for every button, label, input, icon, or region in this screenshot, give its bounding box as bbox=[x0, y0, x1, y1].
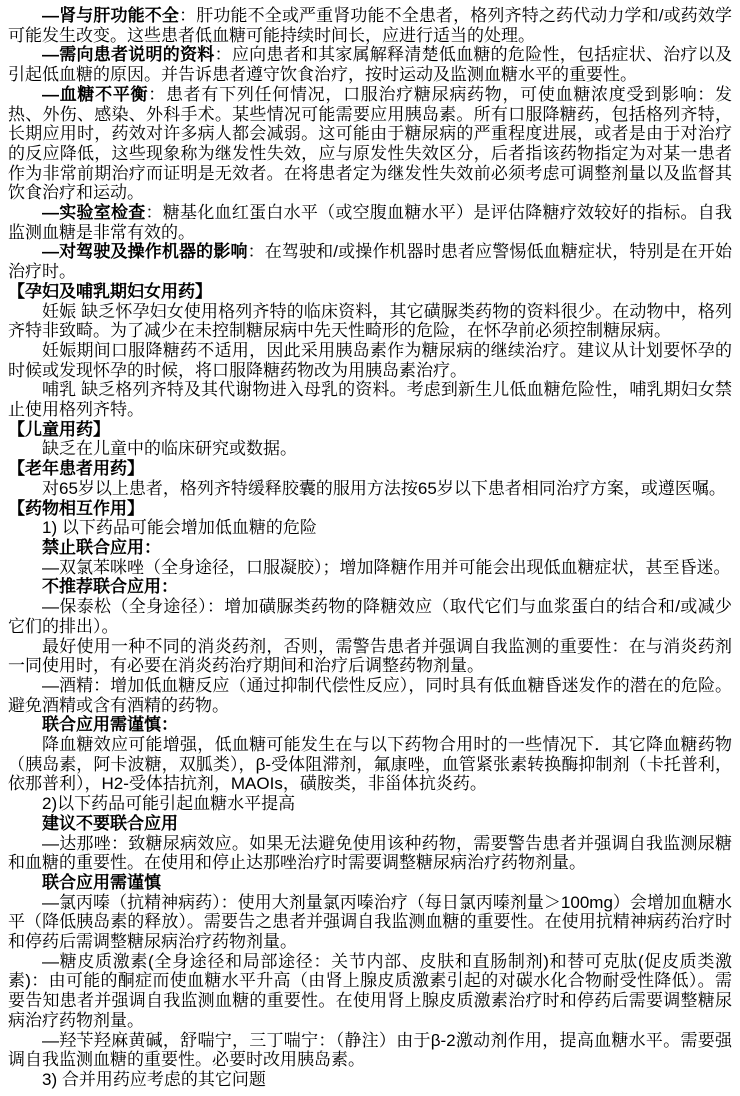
paragraph-text: —羟苄羟麻黄碱，舒喘宁，三丁喘宁：（静注）由于β-2激动剂作用，提高血糖水平。需要强调自我监测血糖的重要性。必要时改用胰岛素。 bbox=[8, 1030, 732, 1070]
paragraph bbox=[8, 6, 732, 45]
paragraph bbox=[8, 1070, 732, 1090]
paragraph bbox=[8, 85, 732, 203]
paragraph bbox=[8, 715, 732, 735]
section-heading bbox=[8, 499, 732, 519]
paragraph bbox=[8, 380, 732, 419]
paragraph bbox=[8, 242, 732, 281]
section-heading bbox=[8, 459, 732, 479]
paragraph bbox=[8, 952, 732, 1031]
paragraph-text: 降血糖效应可能增强，低血糖可能发生在与以下药物合用时的一些情况下．其它降血糖药物（胰岛素，阿卡波糖，双胍类），β-受体阻滞剂，氟康唑，血管紧张素转换酶抑制剂（卡托普利，依那普利），H2-受体拮抗剂，MAOIs，磺胺类，非甾体抗炎药。 bbox=[8, 735, 732, 794]
paragraph-text: 妊娠 缺乏怀孕妇女使用格列齐特的临床资料，其它磺脲类药物的资料很少。在动物中，格列齐特非致畸。为了减少在未控制糖尿病中先天性畸形的危险，在怀孕前必须控制糖尿病。 bbox=[8, 301, 732, 341]
paragraph-text: ：糖基化血红蛋白水平（或空腹血糖水平）是评估降糖疗效较好的指标。自我监测血糖是非常有效的。 bbox=[8, 203, 733, 242]
paragraph-text: ：患者有下列任何情况，口服治疗糖尿病药物，可使血糖浓度受到影响：发热、外伤、感染、外科手术。某些情况可能需要应用胰岛素。所有口服降糖药，包括格列齐特，长期应用时，药效对许多病人都会减弱。这可能由于糖尿病的严重程度进展，或者是由于对治疗的反应降低，这些现象称为继发性失效，应与原发性失效区分，后者指该药物指定为对某一患者作为非常前期治疗而证明是无效者。在将患者定为继发性失效前必须考虑可调整剂量以及监督其饮食治疗和运动。 bbox=[8, 84, 733, 203]
paragraph-text: 2)以下药品可能引起血糖水平提高 bbox=[42, 794, 296, 814]
paragraph-text: —保泰松（全身途径）：增加磺脲类药物的降糖效应（取代它们与血浆蛋白的结合和/或减少它们的排出）。 bbox=[8, 597, 732, 636]
paragraph bbox=[8, 577, 732, 597]
paragraph-text: ：肝功能不全或严重肾功能不全患者，格列齐特之药代动力学和/或药效学可能发生改变。这些患者低血糖可能持续时间长，应进行适当的处理。 bbox=[8, 6, 732, 45]
paragraph-lead-label: —需向患者说明的资料 bbox=[42, 45, 215, 65]
paragraph-text: ：应向患者和其家属解释清楚低血糖的危险性，包括症状、治疗以及引起低血糖的原因。并告诉患者遵守饮食治疗，按时运动及监测血糖水平的重要性。 bbox=[8, 45, 733, 85]
paragraph-lead-label: —肾与肝功能不全 bbox=[42, 6, 180, 25]
paragraph-lead-label: 【孕妇及哺乳期妇女用药】 bbox=[8, 281, 212, 301]
paragraph bbox=[8, 834, 732, 873]
paragraph bbox=[8, 597, 732, 636]
paragraph-lead-label: 联合应用需谨慎 bbox=[42, 872, 161, 892]
paragraph-lead-label: 【儿童用药】 bbox=[8, 419, 110, 439]
paragraph-text: —双氯苯咪唑（全身途径，口服凝胶）；增加降糖作用并可能会出现低血糖症状，甚至昏迷。 bbox=[42, 557, 731, 577]
paragraph-text: 哺乳 缺乏格列齐特及其代谢物进入母乳的资料。考虑到新生儿低血糖危险性，哺乳期妇女禁止使用格列齐特。 bbox=[8, 380, 732, 420]
paragraph-text: 妊娠期间口服降糖药不适用，因此采用胰岛素作为糖尿病的继续治疗。建议从计划要怀孕的时候或发现怀孕的时候，将口服降糖药物改为用胰岛素治疗。 bbox=[8, 340, 732, 380]
paragraph-lead-label: 【药物相互作用】 bbox=[8, 498, 144, 518]
paragraph bbox=[8, 439, 732, 459]
paragraph-text: 1) 以下药品可能会增加低血糖的危险 bbox=[42, 518, 317, 538]
paragraph-text: —糖皮质激素(全身途径和局部途径：关节内部、皮肤和直肠制剂)和替可克肽(促皮质类激素)：由可能的酮症而使血糖水平升高（由肾上腺皮质激素引起的对碳水化合物耐受性降低）。需要告知患者并强调自我监测血糖的重要性。在使用肾上腺皮质激素治疗时和停药后需要调整糖尿病治疗药物剂量。 bbox=[8, 951, 732, 1030]
paragraph-lead-label: 不推荐联合应用： bbox=[42, 577, 178, 597]
paragraph-lead-label: 禁止联合应用： bbox=[42, 537, 161, 557]
paragraph bbox=[8, 893, 732, 952]
paragraph-lead-label: 联合应用需谨慎： bbox=[42, 715, 178, 735]
paragraph-text: 最好使用一种不同的消炎药剂，否则，需警告患者并强调自我监测的重要性：在与消炎药剂一同使用时，有必要在消炎药治疗期间和治疗后调整药物剂量。 bbox=[8, 636, 732, 676]
section-heading bbox=[8, 282, 732, 302]
paragraph bbox=[8, 735, 732, 794]
section-heading bbox=[8, 420, 732, 440]
paragraph bbox=[8, 302, 732, 341]
paragraph-lead-label: —血糖不平衡 bbox=[42, 84, 149, 104]
paragraph-text: —氯丙嗪（抗精神病药）：使用大剂量氯丙嗪治疗（每日氯丙嗪剂量＞100mg）会增加血糖水平（降低胰岛素的释放）。需要告之患者并强调自我监测血糖的重要性。在使用抗精神病药治疗时和停药后需调整糖尿病治疗药物剂量。 bbox=[8, 892, 732, 952]
paragraph bbox=[8, 45, 732, 84]
paragraph bbox=[8, 518, 732, 538]
paragraph bbox=[8, 203, 732, 242]
paragraph-lead-label: —对驾驶及操作机器的影响 bbox=[42, 242, 248, 262]
paragraph-text: 对65岁以上患者，格列齐特缓释胶囊的服用方法按65岁以下患者相同治疗方案，或遵医嘱。 bbox=[42, 478, 726, 498]
paragraph bbox=[8, 479, 732, 499]
paragraph-lead-label: 建议不要联合应用 bbox=[42, 813, 178, 833]
paragraph bbox=[8, 794, 732, 814]
paragraph bbox=[8, 1031, 732, 1070]
paragraph bbox=[8, 558, 732, 578]
document-body bbox=[8, 6, 732, 1090]
paragraph-text: —达那唑：致糖尿病效应。如果无法避免使用该种药物，需要警告患者并强调自我监测尿糖和血糖的重要性。在使用和停止达那唑治疗时需要调整糖尿病治疗药物剂量。 bbox=[8, 833, 732, 873]
paragraph-lead-label: —实验室检查 bbox=[42, 203, 146, 223]
paragraph-text: 3) 合并用药应考虑的其它问题 bbox=[42, 1069, 266, 1089]
paragraph-lead-label: 【老年患者用药】 bbox=[8, 459, 144, 479]
paragraph bbox=[8, 637, 732, 676]
paragraph bbox=[8, 538, 732, 558]
paragraph bbox=[8, 814, 732, 834]
paragraph bbox=[8, 341, 732, 380]
paragraph bbox=[8, 873, 732, 893]
paragraph-text: —酒精：增加低血糖反应（通过抑制代偿性反应），同时具有低血糖昏迷发作的潜在的危险。避免酒精或含有酒精的药物。 bbox=[8, 675, 732, 715]
paragraph-text: 缺乏在儿童中的临床研究或数据。 bbox=[42, 439, 297, 459]
paragraph bbox=[8, 676, 732, 715]
paragraph-text: ：在驾驶和/或操作机器时患者应警惕低血糖症状，特别是在开始治疗时。 bbox=[8, 242, 733, 282]
